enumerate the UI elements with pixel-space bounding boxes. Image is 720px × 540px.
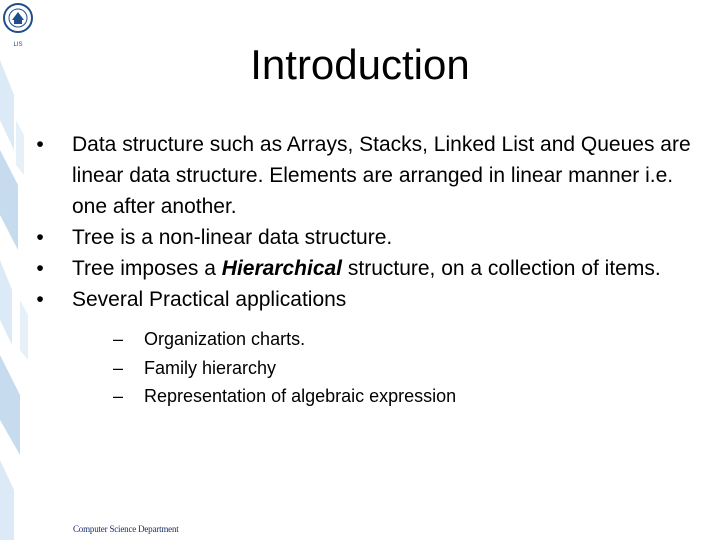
bullet-marker: • xyxy=(36,133,44,156)
sub-bullet-marker: – xyxy=(113,357,124,378)
sub-bullet-text: Organization charts. xyxy=(144,329,306,349)
bullet-text: Tree is a non-linear data structure. xyxy=(72,226,393,249)
sub-bullet-list xyxy=(72,325,691,411)
sub-bullet-item xyxy=(72,354,691,383)
emphasis-hierarchical: Hierarchical xyxy=(221,257,343,280)
bullet-text: Data structure such as Arrays, Stacks, Linked List and Queues are linear data structure. Elements are arranged in linear manner i.e. one after another. xyxy=(72,133,691,218)
bullet-text: Several Practical applications xyxy=(72,288,347,311)
sub-bullet-text: Family hierarchy xyxy=(144,357,277,378)
svg-text:LIS: LIS xyxy=(13,42,23,48)
bullet-marker: • xyxy=(36,288,44,311)
bullet-item xyxy=(31,284,691,411)
sub-bullet-text: Representation of algebraic expression xyxy=(144,386,457,406)
bullet-list xyxy=(31,129,691,411)
sub-bullet-item xyxy=(72,325,691,354)
footer-department: Computer Science Department xyxy=(73,524,179,534)
university-logo xyxy=(2,2,34,50)
sub-bullet-marker: – xyxy=(113,386,124,406)
sub-bullet-item xyxy=(72,382,691,411)
bullet-text-post: structure, on a collection of items. xyxy=(342,257,661,280)
sub-bullet-marker: – xyxy=(113,329,124,349)
bullet-marker: • xyxy=(36,257,44,280)
bullet-item xyxy=(31,253,691,284)
bullet-text-pre: Tree imposes a xyxy=(72,257,222,280)
bullet-marker: • xyxy=(36,226,44,249)
bullet-item xyxy=(31,129,691,222)
bullet-item xyxy=(31,222,691,253)
slide-title: Introduction xyxy=(250,41,470,88)
